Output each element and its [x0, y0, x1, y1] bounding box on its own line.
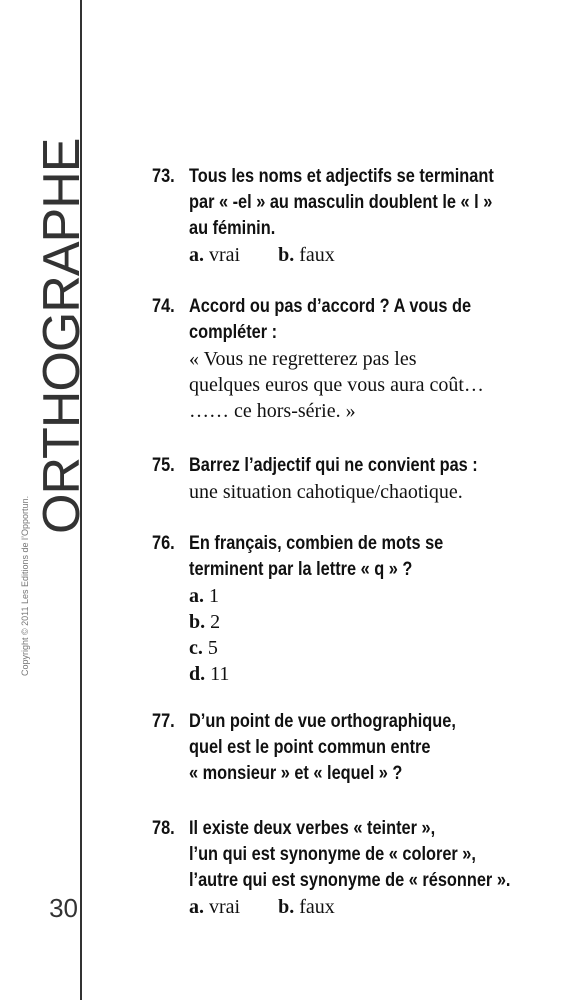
option-letter: a. [189, 585, 204, 607]
option-b [278, 894, 335, 920]
question-text-line: Barrez l’adjectif qui ne convient pas : [189, 455, 478, 476]
question-76 [152, 531, 552, 687]
question-75 [152, 453, 552, 505]
question-text-line: D’un point de vue orthographique, [189, 711, 456, 732]
option-letter: b. [278, 244, 295, 266]
answer-options [189, 242, 552, 268]
question-text-line: l’autre qui est synonyme de « résonner ». [189, 870, 511, 891]
option-a [189, 242, 240, 268]
copyright-notice: Copyright © 2011 Les Editions de l’Opportun. [20, 495, 30, 676]
option-letter: b. [189, 611, 206, 633]
option-text: vrai [209, 896, 241, 918]
option-text: faux [299, 896, 335, 918]
question-text-line: En français, combien de mots se [189, 533, 444, 554]
option-text: 1 [209, 585, 219, 607]
option-letter: c. [189, 637, 203, 659]
option-letter: a. [189, 896, 204, 918]
option-letter: b. [278, 896, 295, 918]
option-c [189, 635, 552, 661]
question-text-line: quel est le point commun entre [189, 737, 431, 758]
option-text: 2 [210, 611, 221, 633]
answer-options [189, 894, 552, 920]
question-text-line: « monsieur » et « lequel » ? [189, 763, 403, 784]
option-text: 11 [210, 663, 230, 685]
question-73 [152, 164, 552, 268]
question-text-line: compléter : [189, 322, 278, 343]
option-b [189, 609, 552, 635]
option-letter: a. [189, 244, 204, 266]
statement-line: …… ce hors-série. » [189, 400, 356, 422]
question-78 [152, 816, 552, 920]
statement-line: « Vous ne regretterez pas les [189, 348, 417, 370]
question-77 [152, 709, 552, 787]
question-text-line: l’un qui est synonyme de « colorer », [189, 844, 476, 865]
option-a [189, 583, 552, 609]
statement-line: une situation cahotique/chaotique. [189, 481, 463, 503]
option-text: vrai [209, 244, 241, 266]
question-number: 77. [152, 711, 175, 732]
question-text-line: Tous les noms et adjectifs se terminant [189, 166, 494, 187]
page-number: 30 [49, 893, 78, 923]
question-number: 76. [152, 533, 175, 554]
statement-line: quelques euros que vous aura coût… [189, 374, 484, 396]
question-number: 74. [152, 296, 175, 317]
option-b [278, 242, 335, 268]
option-text: 5 [207, 637, 218, 659]
question-text-line: Il existe deux verbes « teinter », [189, 818, 436, 839]
section-title: ORTHOGRAPHE [33, 138, 91, 534]
question-number: 75. [152, 455, 175, 476]
question-text-line: au féminin. [189, 218, 276, 239]
option-letter: d. [189, 663, 206, 685]
option-d [189, 661, 552, 687]
question-text-line: Accord ou pas d’accord ? A vous de [189, 296, 472, 317]
option-text: faux [299, 244, 335, 266]
option-a [189, 894, 240, 920]
question-text-line: terminent par la lettre « q » ? [189, 559, 413, 580]
question-number: 73. [152, 166, 175, 187]
question-text-line: par « -el » au masculin doublent le « l » [189, 192, 493, 213]
question-number: 78. [152, 818, 175, 839]
question-74 [152, 294, 552, 424]
